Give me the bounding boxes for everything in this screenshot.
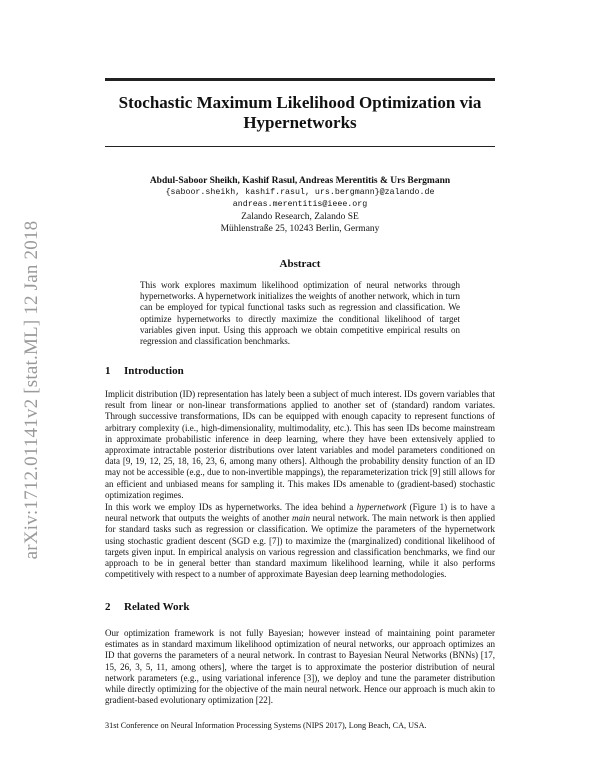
introduction-paragraph-2	[105, 502, 495, 580]
paragraph-text: (Figure 1) is to have a neural network that outputs the weights of another	[105, 502, 495, 524]
author-names: Abdul-Saboor Sheikh, Kashif Rasul, Andreas Merentitis & Urs Bergmann	[149, 176, 451, 186]
title-rule-bottom	[105, 146, 495, 147]
section-number: 1	[105, 365, 111, 377]
conference-footnote: 31st Conference on Neural Information Processing Systems (NIPS 2017), Long Beach, CA, USA.	[105, 721, 427, 730]
author-emails: {saboor.sheikh, kashif.rasul, urs.bergmann}@zalando.de	[165, 188, 435, 197]
related-work-paragraph-1: Our optimization framework is not fully Bayesian; however instead of maintaining point parameter estimates as in standard maximum likelihood optimization of neural networks, our approach optimizes an ID that governs the parameters of a neural network. In contrast to Bayesian Neural Networks (BNNs) [17, 15, 26, 3, 5, 11, among others], where the target is to approximate the posterior distribution of neural network parameters (e.g., using variational inference [3]), we deploy and tune the parameter distribution while directly optimizing for the objective of the main neural network. Hence our approach is much akin to gradient-based evolutionary optimization [22].	[105, 628, 495, 706]
introduction-paragraph-1: Implicit distribution (ID) representation has lately been a subject of much interest. IDs govern variables that result from linear or non-linear transformations applied to another set of (standard) random variates. Through successive transformations, IDs can be equipped with enough capacity to represent functions of arbitrary complexity (i.e., high-dimensionality, multimodality, etc.). This has seen IDs become mainstream in approximate probabilistic inference in deep learning, where they have been extensively applied to approximate intractable posterior distributions over latent variables and model parameters conditioned on data [9, 19, 12, 25, 18, 16, 23, 6, among many others]. Although the probability density function of an ID may not be accessible (e.g., due to non-invertible mappings), the reparameterization trick [9] still allows for an efficient and unbiased means for sampling it. This makes IDs amenable to (gradient-based) stochastic optimization regimes.	[105, 389, 495, 500]
abstract-heading: Abstract	[279, 258, 321, 270]
author-affiliation: Zalando Research, Zalando SE	[241, 212, 359, 222]
section-heading-introduction	[105, 365, 184, 377]
emphasis-main: main	[291, 513, 310, 524]
arxiv-identifier: arXiv:1712.01141v2 [stat.ML] 12 Jan 2018	[21, 220, 42, 560]
emphasis-hypernetwork: hypernetwork	[356, 502, 407, 512]
author-address: Mühlenstraße 25, 10243 Berlin, Germany	[220, 224, 380, 234]
section-title: Related Work	[124, 601, 190, 613]
section-title: Introduction	[124, 365, 184, 377]
title-rule-top	[105, 78, 495, 81]
section-heading-related-work	[105, 601, 190, 613]
author-email-secondary: andreas.merentitis@ieee.org	[232, 200, 368, 209]
author-block	[105, 175, 495, 235]
paper-title: Stochastic Maximum Likelihood Optimization via Hypernetworks	[118, 93, 482, 132]
paragraph-text: In this work we employ IDs as hypernetworks. The idea behind a	[105, 502, 357, 512]
abstract-body: This work explores maximum likelihood optimization of neural networks through hypernetworks. A hypernetwork initializes the weights of another network, which in turn can be employed for typical functional tasks such as regression and classification. We optimize hypernetworks to directly maximize the conditional likelihood of target variables given input. Using this approach we obtain competitive empirical results on regression and classification benchmarks.	[140, 280, 460, 347]
section-number: 2	[105, 601, 111, 613]
paragraph-text: neural network. The main network is then applied for standard tasks such as regression or classification. We optimize the parameters of the hypernetwork using stochastic gradient descent (SGD e.g. [7]) to maximize the (marginalized) conditional likelihood of targets given input. In empirical analysis on various regression and classification benchmarks, we find our approach to be in general better than standard maximum likelihood learning, while it also performs competitively with respect to a number of approximate Bayesian deep learning methodologies.	[105, 513, 495, 580]
